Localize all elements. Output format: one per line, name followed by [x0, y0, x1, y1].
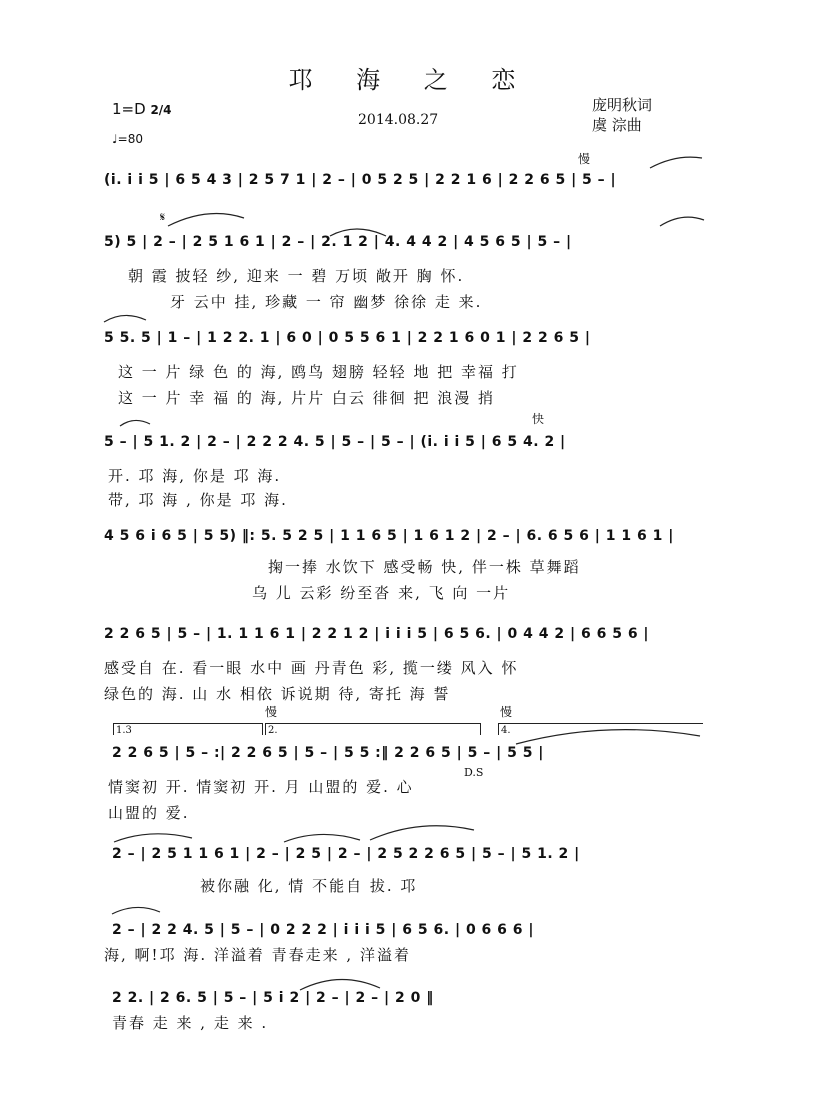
slur [112, 907, 160, 914]
date-label: 2014.08.27 [358, 112, 439, 128]
score-system-4-lyric-1: 开. 邛 海, 你是 邛 海. [108, 467, 282, 485]
slur [650, 157, 702, 168]
score-system-4-notes: 5 – | 5 1. 2 | 2 – | 2 2 2 4. 5 | 5 – | 5 – | (i̇. i̇ i̇ 5 | 6 5 4. 2 | [104, 434, 566, 450]
score-system-5-notes: 4 5 6 i̇ 6 5 | 5 5) ‖: 5. 5 2 5 | 1 1 6 5 | 1 6 1 2 | 2 – | 6. 6 5 6 | 1 1 6 1 | [104, 528, 674, 544]
page-title: 邛 海 之 恋 [288, 66, 534, 94]
volta-label-4: 4. [501, 725, 511, 736]
slur [114, 834, 192, 842]
slur [284, 834, 360, 842]
score-system-10-notes: 2 2. | 2 6. 5 | 5 – | 5 i̇ 2 | 2 – | 2 – | 2 0 ‖ [112, 990, 434, 1006]
tempo-marking: ♩=80 [112, 132, 143, 146]
volta-label-1-3: 1.3 [116, 725, 132, 736]
score-system-10-lyric-1: 青春 走 来 , 走 来 . [112, 1014, 269, 1032]
segno-sign: 𝄋 [160, 210, 166, 224]
score-system-5-lyric-2: 乌 儿 云彩 纷至沓 来, 飞 向 一片 [252, 584, 511, 602]
score-system-6-lyric-1: 感受自 在. 看一眼 水中 画 丹青色 彩, 揽一缕 风入 怀 [104, 659, 519, 677]
key-signature: 1=D 2/4 [112, 100, 172, 118]
score-system-6-notes: 2 2 6 5 | 5 – | 1. 1 1 6 1 | 2 2 1 2 | i̇ i̇ i̇ 5 | 6 5 6. | 0 4 4 2 | 6 6 5 6 | [104, 626, 650, 642]
score-system-3-notes: 5 5. 5 | 1 – | 1 2 2. 1 | 6 0 | 0 5 5 6 1 | 2 2 1 6 0 1 | 2 2 6 5 | [104, 330, 591, 346]
composer-credit: 虞 淙曲 [592, 116, 642, 134]
volta-label-2: 2. [268, 725, 278, 736]
score-system-1-notes: (i̇. i̇ i̇ 5 | 6 5 4 3 | 2 5 7 1 | 2 – | 0 5 2 5 | 2 2 1 6 | 2 2 6 5 | 5 – | [104, 172, 617, 188]
score-system-4-lyric-2: 带, 邛 海 , 你是 邛 海. [108, 491, 288, 509]
tempo-mark-slow-3: 慢 [500, 705, 513, 719]
time-signature: 2/4 [150, 103, 172, 117]
score-system-2-notes: 5) 5 | 2 – | 2 5 1 6 1 | 2 – | 2. 1 2 | 4. 4 4 2 | 4 5 6 5 | 5 – | [104, 234, 572, 250]
slur [300, 979, 380, 990]
lyricist-credit: 庞明秋词 [592, 96, 653, 114]
slur [516, 730, 700, 744]
tempo-mark-fast: 快 [532, 412, 545, 426]
score-system-2-lyric-1: 朝 霞 披轻 纱, 迎来 一 碧 万顷 敞开 胸 怀. [128, 267, 465, 285]
score-system-3-lyric-1: 这 一 片 绿 色 的 海, 鸥鸟 翅膀 轻轻 地 把 幸福 打 [118, 363, 519, 381]
score-system-9-lyric-1: 海, 啊!邛 海. 洋溢着 青春走来 , 洋溢着 [104, 946, 411, 964]
score-system-7-lyric-2: 山盟的 爱. [108, 804, 190, 822]
score-system-7-notes: 2 2 6 5 | 5 – :| 2 2 6 5 | 5 – | 5 5 :‖ 2 2 6 5 | 5 – | 5 5 | [112, 745, 544, 761]
slur [104, 315, 146, 322]
slur [120, 420, 150, 426]
score-system-5-lyric-1: 掬一捧 水饮下 感受畅 快, 伴一株 草舞蹈 [268, 558, 581, 576]
score-system-2-lyric-2: 牙 云中 挂, 珍藏 一 帘 幽梦 徐徐 走 来. [170, 293, 483, 311]
score-system-8-notes: 2 – | 2 5 1 1 6 1 | 2 – | 2 5 | 2 – | 2 5 2 2 6 5 | 5 – | 5 1. 2 | [112, 846, 580, 862]
score-system-3-lyric-2: 这 一 片 幸 福 的 海, 片片 白云 徘徊 把 浪漫 捎 [118, 389, 495, 407]
slur [660, 217, 704, 226]
score-system-7-lyric-1: 情窦初 开. 情窦初 开. 月 山盟的 爱. 心 [108, 778, 414, 796]
slur [330, 229, 386, 236]
score-system-9-notes: 2 – | 2 2 4. 5 | 5 – | 0 2 2 2 | i̇ i̇ i̇ 5 | 6 5 6. | 0 6 6 6 | [112, 922, 535, 938]
tempo-mark-slow-2: 慢 [265, 705, 278, 719]
dal-segno-mark: D.S [464, 766, 484, 779]
tempo-mark-slow: 慢 [578, 152, 591, 166]
slur [168, 214, 244, 227]
score-system-8-lyric-1: 被你融 化, 情 不能自 拔. 邛 [200, 877, 418, 895]
slur [370, 826, 474, 840]
score-system-6-lyric-2: 绿色的 海. 山 水 相依 诉说期 待, 寄托 海 誓 [104, 685, 451, 703]
